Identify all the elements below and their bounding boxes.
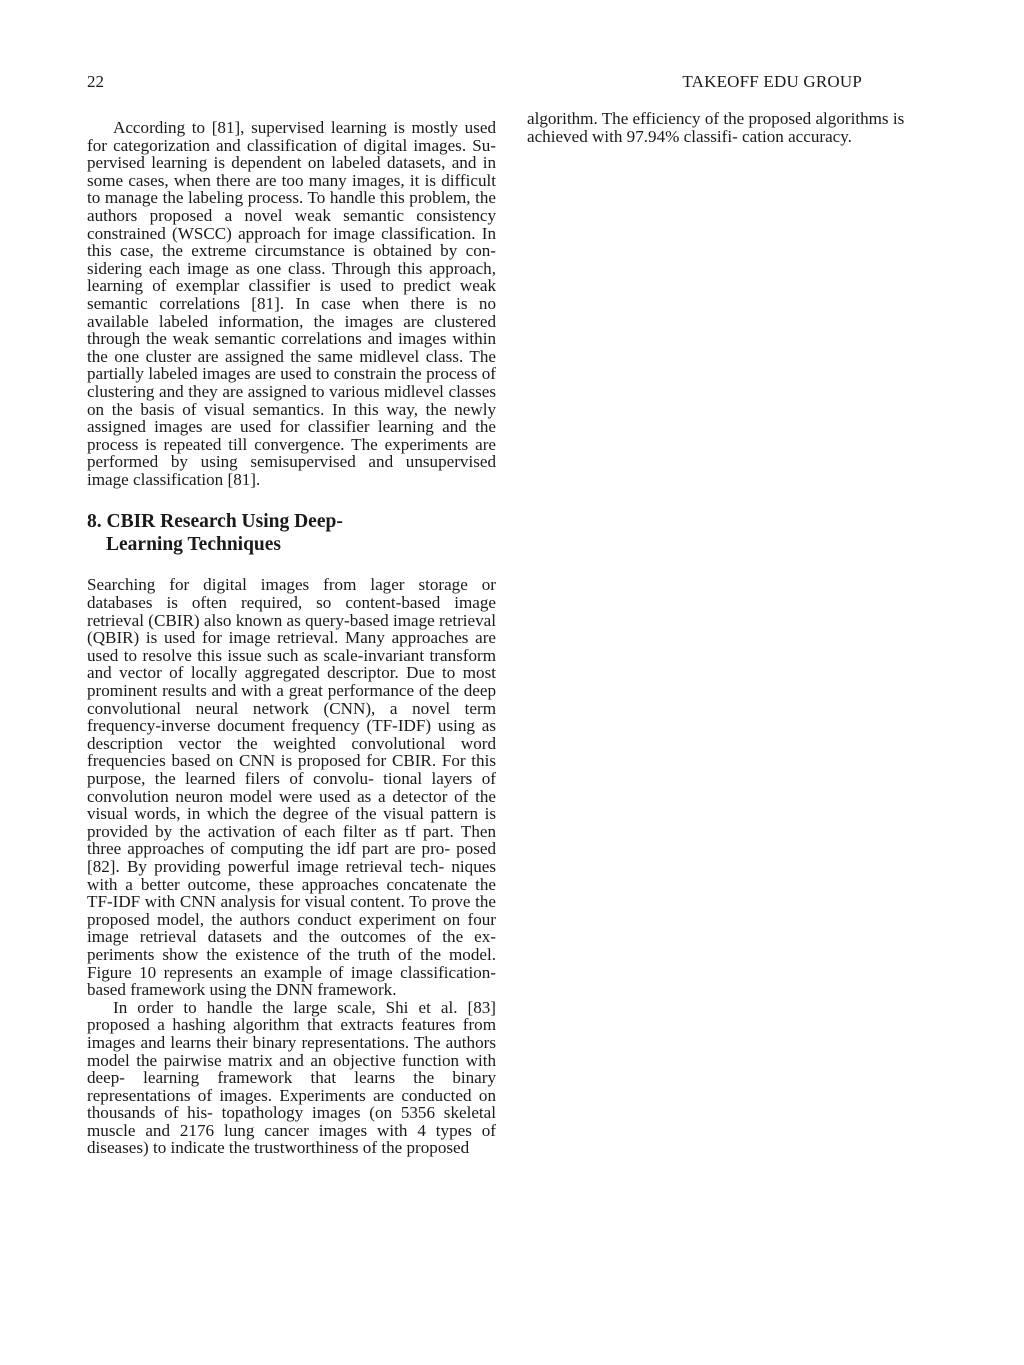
paragraph-cbir: Searching for digital images from lager storage or databases is often required, so content-based image retrieval (CBIR) also known as query-based image retrieval (QBIR) is used for image retrieval. Many approaches are used to resolve this issue such as scale-invariant transform and vector of locally aggregated descriptor. Due to most prominent results and with a great performance of the deep convolutional neural network (CNN), a novel term frequency-inverse document frequency (TF-IDF) using as description vector the weighted convolutional word frequencies based on CNN is proposed for CBIR. For this purpose, the learned filers of convolu- tional layers of convolution neuron model were used as a detector of the visual words, in which the degree of the visual pattern is provided by the activation of each filter as tf part. Then three approaches of computing the idf part are pro- posed [82]. By providing powerful image retrieval tech- niques with a better outcome, these approaches concatenate the TF-IDF with CNN analysis for visual content. To prove the proposed model, the authors conduct experiment on four image retrieval datasets and the outcomes of the ex- periments show the existence of the truth of the model. Figure 10 represents an example of image classification- based framework using the DNN framework. (87, 575, 496, 1000)
section-heading-line1: 8. CBIR Research Using Deep- (87, 511, 343, 533)
page-number: 22 (87, 72, 104, 91)
section-heading-line2: Learning Techniques (106, 534, 282, 556)
running-header: TAKEOFF EDU GROUP (682, 72, 862, 91)
paragraph-wscc: According to [81], supervised learning is mostly used for categorization and classification of digital images. Su- pervised learning is dependent on labeled datasets, and in some cases, when there are too many images, it is difficult to manage the labeling process. To handle this problem, the authors proposed a novel weak semantic consistency constrained (WSCC) approach for image classification. In this case, the extreme circumstance is obtained by con- sidering each image as one class. Through this approach, learning of exemplar classifier is used to predict weak semantic correlations [81]. In case when there is no available labeled information, the images are clustered through the weak semantic correlations and images within the one cluster are assigned the same midlevel class. The partially labeled images are used to constrain the process of clustering and they are assigned to various midlevel classes on the basis of visual semantics. In this way, the newly assigned images are used for classifier learning and the process is repeated till convergence. The experiments are performed by using semisupervised and unsupervised image classification [81]. (87, 118, 496, 489)
right-column (527, 110, 946, 145)
paragraph-hashing: In order to handle the large scale, Shi et al. [83] proposed a hashing algorithm that extracts features from images and learns their binary representations. The authors model the pairwise matrix and an objective function with deep- learning framework that learns the binary representations of images. Experiments are conducted on thousands of his- topathology images (on 5356 skeletal muscle and 2176 lung cancer images with 4 types of diseases) to indicate the trustworthiness of the proposed (87, 997, 496, 1158)
left-column (87, 119, 496, 1157)
section-heading (87, 510, 496, 556)
paragraph-continuation: algorithm. The efficiency of the proposed algorithms is achieved with 97.94% classifi- cation accuracy. (527, 109, 905, 146)
